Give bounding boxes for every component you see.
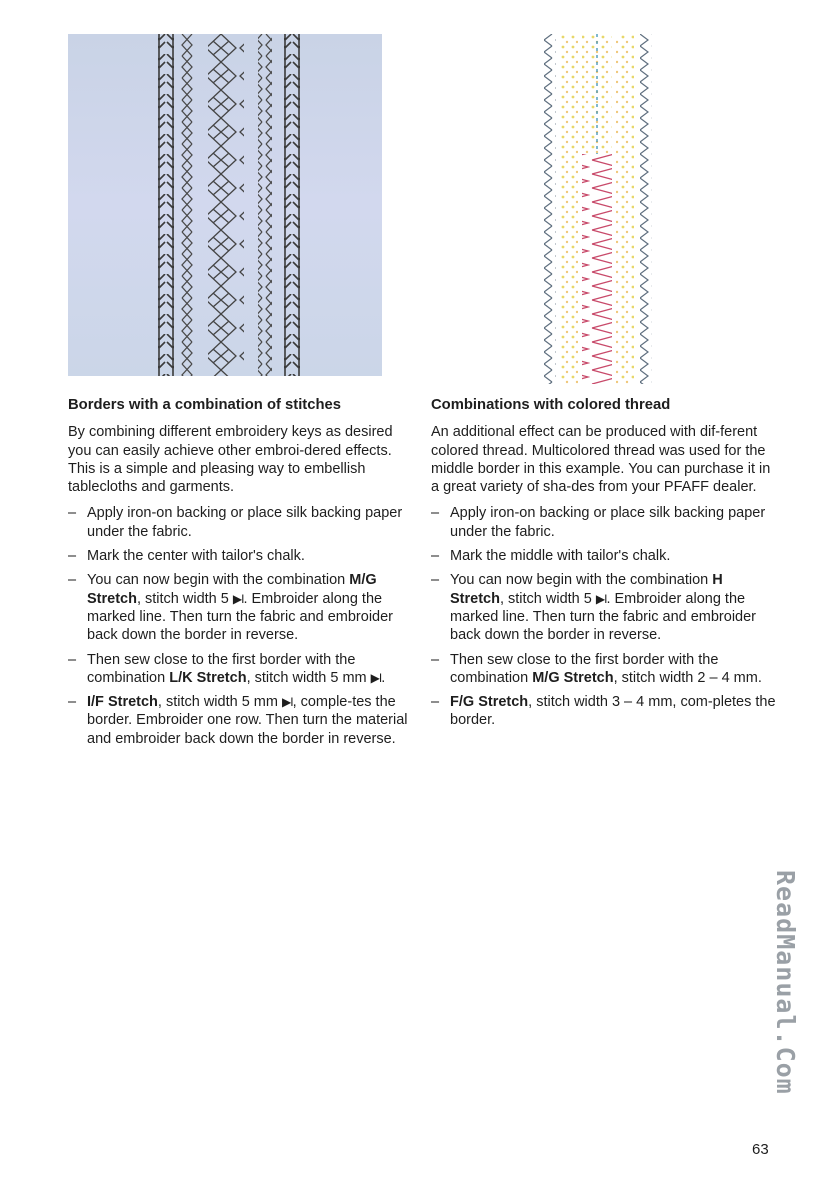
right-step-3 — [431, 571, 776, 644]
right-intro: An additional effect can be produced with dif-ferent colored thread. Multicolored thread was used for the middle border in this example. You can purchase it in a great variety of sha-des from your PFAFF dealer. — [431, 424, 771, 496]
left-step-2 — [68, 547, 408, 565]
right-step-3-mid: , stitch width 5 — [499, 590, 592, 607]
right-step-4 — [431, 651, 776, 688]
right-step-3-stitch: H Stretch — [450, 572, 723, 607]
left-step-1 — [68, 504, 408, 541]
left-step-2-text: Mark the center with tailor's chalk. — [87, 548, 305, 565]
left-heading: Borders with a combination of stitches — [68, 397, 341, 413]
right-step-5-stitch: F/G Stretch — [450, 694, 529, 711]
right-step-1 — [431, 504, 776, 541]
center-needle-icon: ▶I — [282, 695, 293, 710]
right-step-1-text: Apply iron-on backing or place silk backing paper under the fabric. — [450, 505, 766, 540]
center-needle-icon: ▶I — [370, 670, 382, 685]
left-step-3-pre: You can now begin with the combination — [87, 572, 346, 589]
watermark: ReadManual.Com — [771, 870, 800, 1095]
left-step-4-stitch: L/K Stretch — [169, 669, 247, 686]
left-step-4-pre: Then sew close to the first border with the combination — [87, 651, 356, 686]
left-column — [68, 396, 408, 754]
left-step-5-post: , comple-tes the border. Embroider one row. Then turn the material and embroider back down the border in reverse. — [87, 694, 408, 747]
right-steps — [431, 504, 776, 729]
left-step-3-stitch: M/G Stretch — [87, 572, 377, 607]
right-step-2 — [431, 547, 776, 565]
right-step-2-text: Mark the middle with tailor's chalk. — [450, 548, 671, 565]
right-heading: Combinations with colored thread — [431, 397, 671, 413]
left-step-1-text: Apply iron-on backing or place silk backing paper under the fabric. — [87, 505, 403, 540]
right-column — [431, 396, 776, 736]
left-intro: By combining different embroidery keys as desired you can easily achieve other embroi-dered effects. This is a simple and pleasing way to embellish tablecloths and garments. — [68, 424, 393, 496]
right-step-3-pre: You can now begin with the combination — [450, 572, 709, 589]
right-step-4-pre: Then sew close to the first border with the combination — [450, 651, 719, 686]
left-step-3-mid: , stitch width 5 — [136, 590, 229, 607]
left-step-5-mid: , stitch width 5 mm — [157, 694, 278, 711]
left-step-4-post: . — [381, 669, 386, 686]
right-step-5 — [431, 693, 776, 730]
center-needle-icon: ▶I — [595, 591, 607, 606]
stitch-sample-photo-right — [530, 34, 668, 384]
right-step-4-stitch: M/G Stretch — [532, 669, 614, 686]
right-step-5-post: , stitch width 3 – 4 mm, com-pletes the border. — [450, 694, 776, 729]
page-number: 63 — [752, 1141, 769, 1158]
left-step-4 — [68, 651, 408, 688]
center-needle-icon: ▶I — [232, 591, 244, 606]
right-step-3-post: . Embroider along the marked line. Then turn the fabric and embroider back down the border in reverse. — [450, 590, 757, 644]
left-step-5 — [68, 693, 408, 748]
left-step-5-stitch: I/F Stretch — [87, 694, 158, 711]
left-step-3-post: . Embroider along the marked line. Then turn the fabric and embroider back down the border in reverse. — [87, 590, 394, 644]
left-step-3 — [68, 571, 408, 644]
stitch-sample-photo-left — [68, 34, 382, 376]
left-step-4-mid: , stitch width 5 mm — [246, 669, 367, 686]
right-step-4-post: , stitch width 2 – 4 mm. — [613, 669, 762, 686]
left-steps — [68, 504, 408, 748]
